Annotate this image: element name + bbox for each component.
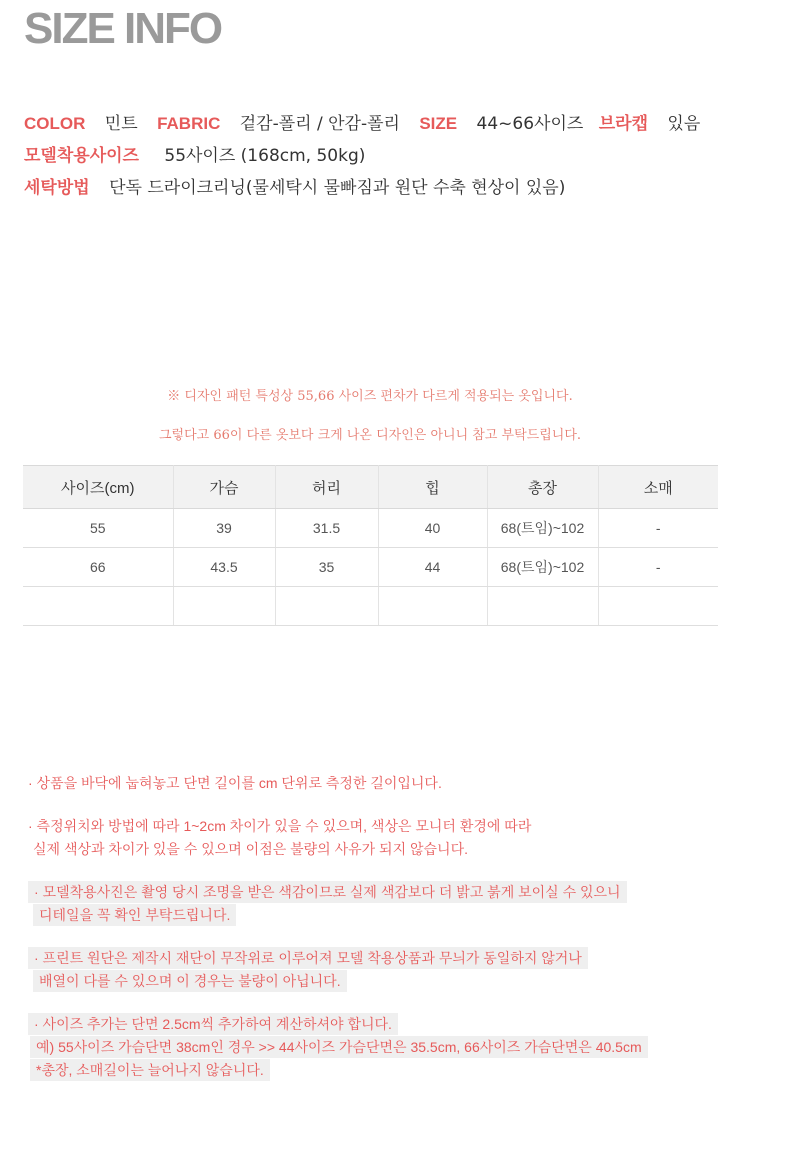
table-cell: [23, 587, 173, 626]
wash-value: 단독 드라이크리닝(물세탁시 물빠짐과 원단 수축 현상이 있음): [109, 178, 566, 198]
note-paragraph: [28, 1013, 648, 1082]
bra-cap-value: 있음: [667, 114, 701, 134]
notice-line-1: ※ 디자인 패턴 특성상 55,66 사이즈 편차가 다르게 적용되는 옷입니다.: [167, 389, 573, 404]
note-line-highlight: *총장, 소매길이는 늘어나지 않습니다.: [30, 1059, 270, 1081]
notes-section: [28, 772, 648, 1102]
header-waist: 허리: [275, 466, 378, 509]
product-specs: [24, 108, 700, 204]
spec-row-2: [24, 140, 700, 172]
note-line: 실제 색상과 차이가 있을 수 있으며 이점은 불량의 사유가 되지 않습니다.: [33, 841, 468, 857]
table-cell: 66: [23, 548, 173, 587]
notice-line-2: 그렇다고 66이 다른 옷보다 크게 나온 디자인은 아니니 참고 부탁드립니다.: [158, 428, 582, 443]
note-line-highlight: 배열이 다를 수 있으며 이 경우는 불량이 아닙니다.: [33, 970, 347, 992]
table-cell: 43.5: [173, 548, 275, 587]
header-size: 사이즈(cm): [23, 466, 173, 509]
table-cell: 55: [23, 509, 173, 548]
header-hip: 힙: [378, 466, 487, 509]
size-label: SIZE: [419, 114, 458, 133]
model-size-label: 모델착용사이즈: [24, 146, 139, 165]
table-cell: 35: [275, 548, 378, 587]
table-cell: -: [598, 509, 718, 548]
header-chest: 가슴: [173, 466, 275, 509]
note-paragraph: [28, 772, 648, 795]
note-line-highlight: · 모델착용사진은 촬영 당시 조명을 받은 색감이므로 실제 색감보다 더 밝고 붉게 보이실 수 있으니: [28, 881, 627, 903]
note-line-highlight: 디테일을 꼭 확인 부탁드립니다.: [33, 904, 236, 926]
table-row: [23, 548, 718, 587]
fabric-value: 겉감-폴리 / 안감-폴리: [239, 114, 400, 134]
size-table: [23, 465, 718, 626]
note-line-highlight: 예) 55사이즈 가슴단면 38cm인 경우 >> 44사이즈 가슴단면은 35.5cm, 66사이즈 가슴단면은 40.5cm: [30, 1036, 648, 1058]
note-line: · 측정위치와 방법에 따라 1~2cm 차이가 있을 수 있으며, 색상은 모니터 환경에 따라: [28, 818, 532, 834]
table-cell: [487, 587, 598, 626]
spec-row-3: [24, 172, 700, 204]
note-line: · 상품을 바닥에 눕혀놓고 단면 길이를 cm 단위로 측정한 길이입니다.: [28, 775, 442, 791]
spec-row-1: [24, 108, 700, 140]
table-cell: [598, 587, 718, 626]
note-paragraph: [28, 947, 648, 993]
table-cell: -: [598, 548, 718, 587]
bra-cap-label: 브라캡: [598, 114, 649, 133]
header-sleeve: 소매: [598, 466, 718, 509]
table-cell: 44: [378, 548, 487, 587]
table-cell: 31.5: [275, 509, 378, 548]
table-cell: 68(트임)~102: [487, 548, 598, 587]
table-cell: 39: [173, 509, 275, 548]
table-cell: [378, 587, 487, 626]
table-cell: 40: [378, 509, 487, 548]
color-label: COLOR: [24, 114, 86, 133]
size-value: 44~66사이즈: [476, 114, 584, 134]
note-line-highlight: · 프린트 원단은 제작시 재단이 무작위로 이루어져 모델 착용상품과 무늬가 동일하지 않거나: [28, 947, 588, 969]
table-cell: [173, 587, 275, 626]
wash-label: 세탁방법: [24, 178, 90, 197]
fabric-label: FABRIC: [157, 114, 221, 133]
table-cell: [275, 587, 378, 626]
model-size-value: 55사이즈 (168cm, 50kg): [164, 146, 366, 166]
table-cell: 68(트임)~102: [487, 509, 598, 548]
table-header-row: [23, 466, 718, 509]
note-paragraph: [28, 881, 648, 927]
page-title: SIZE INFO: [24, 4, 222, 53]
table-row: [23, 587, 718, 626]
header-length: 총장: [487, 466, 598, 509]
table-row: [23, 509, 718, 548]
color-value: 민트: [104, 114, 138, 134]
note-paragraph: [28, 815, 648, 861]
note-line-highlight: · 사이즈 추가는 단면 2.5cm씩 추가하여 계산하셔야 합니다.: [28, 1013, 398, 1035]
